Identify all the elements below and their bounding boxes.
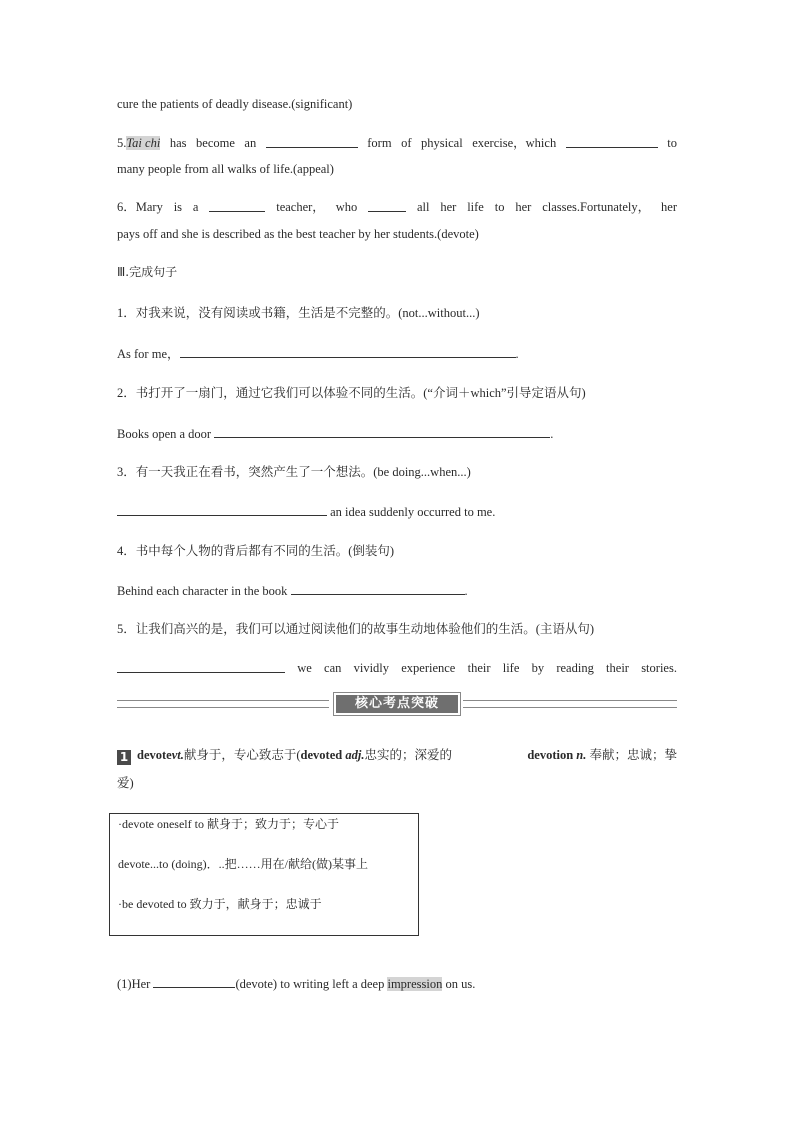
word: is bbox=[173, 200, 183, 214]
q5-number: 5. bbox=[117, 136, 127, 150]
q5-blank-2[interactable] bbox=[566, 135, 658, 148]
question-5-line-1 bbox=[117, 135, 677, 151]
sentence-3-prompt: 3．有一天我正在看书，突然产生了一个想法。(be doing...when...) bbox=[117, 465, 471, 479]
word: of bbox=[401, 136, 412, 150]
word: an bbox=[244, 136, 257, 150]
point-1-definition bbox=[117, 747, 677, 765]
word: exercise，which bbox=[472, 136, 557, 150]
sentence-5-prompt: 5．让我们高兴的是，我们可以通过阅读他们的故事生动地体验他们的生活。(主语从句) bbox=[117, 622, 595, 636]
word: vt. bbox=[171, 748, 184, 762]
sentence-1-blank[interactable] bbox=[180, 345, 516, 358]
sentence-2-prompt: 2．书打开了一扇门，通过它我们可以体验不同的生活。(“介词＋which”引导定语从句) bbox=[117, 386, 586, 400]
question-6-line-1 bbox=[117, 199, 677, 215]
word: life bbox=[467, 200, 484, 214]
word: stories. bbox=[641, 661, 677, 675]
word: to bbox=[494, 200, 505, 214]
word: experience bbox=[401, 661, 456, 675]
q5-blank-1[interactable] bbox=[266, 135, 358, 148]
word: As for me， bbox=[117, 347, 180, 361]
banner-rule-right bbox=[463, 700, 677, 708]
banner-title: 核心考点突破 bbox=[336, 695, 458, 713]
section-banner bbox=[117, 692, 677, 716]
section-3-heading: Ⅲ.完成句子 bbox=[117, 265, 178, 279]
word: her bbox=[661, 200, 677, 214]
word: teacher， bbox=[276, 200, 325, 214]
word: their bbox=[606, 661, 629, 675]
sentence-5-blank[interactable] bbox=[117, 660, 285, 673]
sentence-4-answer bbox=[117, 582, 677, 599]
word: . bbox=[515, 347, 519, 361]
word: an idea suddenly occurred to me. bbox=[330, 505, 496, 519]
tai-chi-highlight: Tai chi bbox=[126, 136, 161, 150]
question-5-line-2: many people from all walks of life.(appeal) bbox=[117, 162, 334, 176]
word: Behind each character in the book bbox=[117, 584, 288, 598]
usage-box bbox=[109, 813, 419, 936]
exercise-1 bbox=[117, 975, 677, 992]
sentence-3-blank[interactable] bbox=[117, 503, 327, 516]
word: Books open a door bbox=[117, 427, 212, 441]
word: . bbox=[464, 584, 468, 598]
word: can bbox=[324, 661, 342, 675]
q6-blank-1[interactable] bbox=[209, 199, 265, 212]
banner-title-box bbox=[333, 692, 461, 716]
word: a bbox=[192, 200, 199, 214]
word: devoted bbox=[300, 748, 343, 762]
sentence-2-blank[interactable] bbox=[214, 425, 550, 438]
prev-question-tail: cure the patients of deadly disease.(significant) bbox=[117, 97, 353, 111]
usage-item-2: devote...to (doing)．..把……用在/献给(做)某事上 bbox=[118, 857, 368, 871]
word: reading bbox=[556, 661, 594, 675]
word: classes.Fortunately， bbox=[542, 200, 651, 214]
sentence-2-answer bbox=[117, 425, 677, 442]
point-1-definition-line-2: 爱) bbox=[117, 776, 134, 790]
word: 献身于，专心致志于( bbox=[183, 748, 301, 762]
word: her bbox=[440, 200, 457, 214]
word: adj. bbox=[345, 748, 365, 762]
word: 奉献；忠诚；挚 bbox=[589, 748, 677, 762]
word: to bbox=[667, 136, 677, 150]
word: all bbox=[416, 200, 430, 214]
word: (devote) to writing left a deep bbox=[235, 977, 385, 991]
word: on us. bbox=[445, 977, 476, 991]
word: her bbox=[515, 200, 532, 214]
word: physical bbox=[421, 136, 463, 150]
word: who bbox=[335, 200, 358, 214]
q6-blank-2[interactable] bbox=[368, 199, 406, 212]
usage-item-3: ·be devoted to 致力于，献身于；忠诚于 bbox=[118, 897, 322, 911]
word: by bbox=[531, 661, 545, 675]
word: their bbox=[467, 661, 491, 675]
word: 6．Mary bbox=[117, 200, 163, 214]
word: become bbox=[196, 136, 235, 150]
sentence-1-prompt: 1．对我来说，没有阅读或书籍，生活是不完整的。(not...without...) bbox=[117, 306, 480, 320]
banner-rule-left bbox=[117, 700, 329, 708]
question-6-line-2: pays off and she is described as the best teacher by her students.(devote) bbox=[117, 227, 479, 241]
word: vividly bbox=[353, 661, 390, 675]
impression-highlight: impression bbox=[387, 977, 443, 991]
word: we bbox=[297, 661, 312, 675]
sentence-3-answer bbox=[117, 503, 677, 520]
word: life bbox=[502, 661, 520, 675]
word: form bbox=[367, 136, 392, 150]
word: devotion bbox=[527, 748, 574, 762]
word: 忠实的；深爱的 bbox=[364, 748, 452, 762]
sentence-1-answer bbox=[117, 345, 677, 362]
word: devote bbox=[137, 748, 172, 762]
point-number-badge: 1 bbox=[117, 750, 131, 765]
sentence-5-answer bbox=[117, 660, 677, 676]
word: . bbox=[550, 427, 554, 441]
word: (1)Her bbox=[117, 977, 151, 991]
usage-item-1: ·devote oneself to 献身于；致力于；专心于 bbox=[118, 817, 339, 831]
exercise-1-blank[interactable] bbox=[153, 975, 235, 988]
sentence-4-blank[interactable] bbox=[291, 582, 465, 595]
sentence-4-prompt: 4．书中每个人物的背后都有不同的生活。(倒装句) bbox=[117, 544, 395, 558]
word: has bbox=[169, 136, 187, 150]
word: n. bbox=[576, 748, 587, 762]
